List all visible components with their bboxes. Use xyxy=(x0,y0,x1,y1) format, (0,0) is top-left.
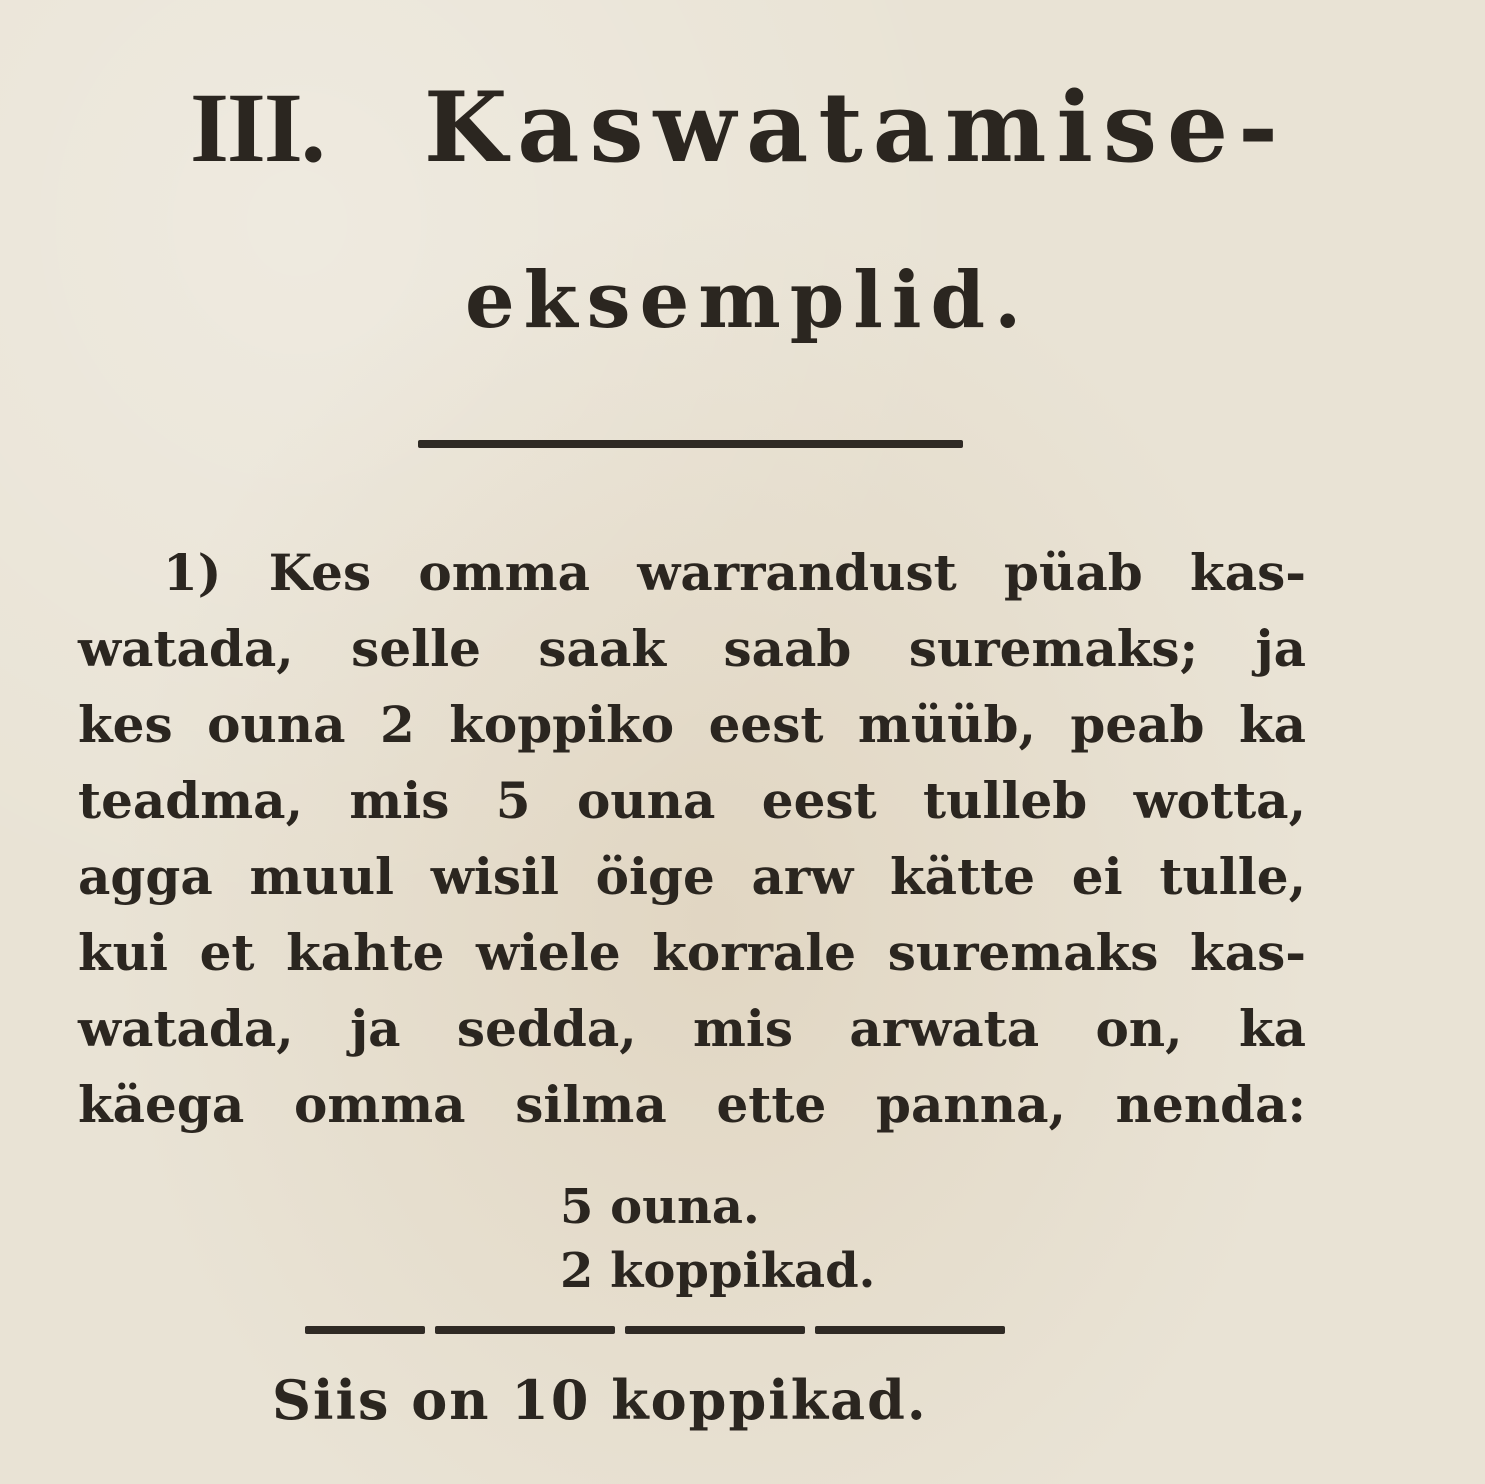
heading-divider xyxy=(418,440,963,448)
paragraph-line: käega omma silma ette panna, nenda: xyxy=(78,1075,1306,1134)
section-title-part-2: eksemplid. xyxy=(465,255,1031,346)
paragraph-line: watada, selle saak saab suremaks; ja xyxy=(78,619,1306,678)
paragraph-line: kui et kahte wiele korrale suremaks kas- xyxy=(78,923,1306,982)
section-title-continuation xyxy=(465,255,1031,365)
section-number: III. xyxy=(190,72,324,183)
paragraph-line: teadma, mis 5 ouna eest tulleb wotta, xyxy=(78,771,1306,830)
calculation-line-2: 2 koppikad. xyxy=(560,1243,876,1299)
paragraph-line: kes ouna 2 koppiko eest müüb, peab ka xyxy=(78,695,1306,754)
divider-segment xyxy=(435,1326,615,1334)
section-heading xyxy=(190,70,1290,200)
paragraph-line: agga muul wisil öige arw kätte ei tulle, xyxy=(78,847,1306,906)
section-title-part-1: Kaswatamise- xyxy=(423,71,1288,184)
body-paragraph xyxy=(78,535,1306,1145)
divider-segment xyxy=(305,1326,425,1334)
calculation-block xyxy=(560,1175,980,1315)
calculation-divider xyxy=(305,1326,1005,1334)
paragraph-line: watada, ja sedda, mis arwata on, ka xyxy=(78,999,1306,1058)
calculation-line-1: 5 ouna. xyxy=(560,1179,760,1235)
divider-segment xyxy=(625,1326,805,1334)
calculation-result: Siis on 10 koppikad. xyxy=(272,1368,928,1432)
divider-segment xyxy=(815,1326,1005,1334)
paragraph-line: 1) Kes omma warrandust püab kas- xyxy=(163,543,1306,602)
